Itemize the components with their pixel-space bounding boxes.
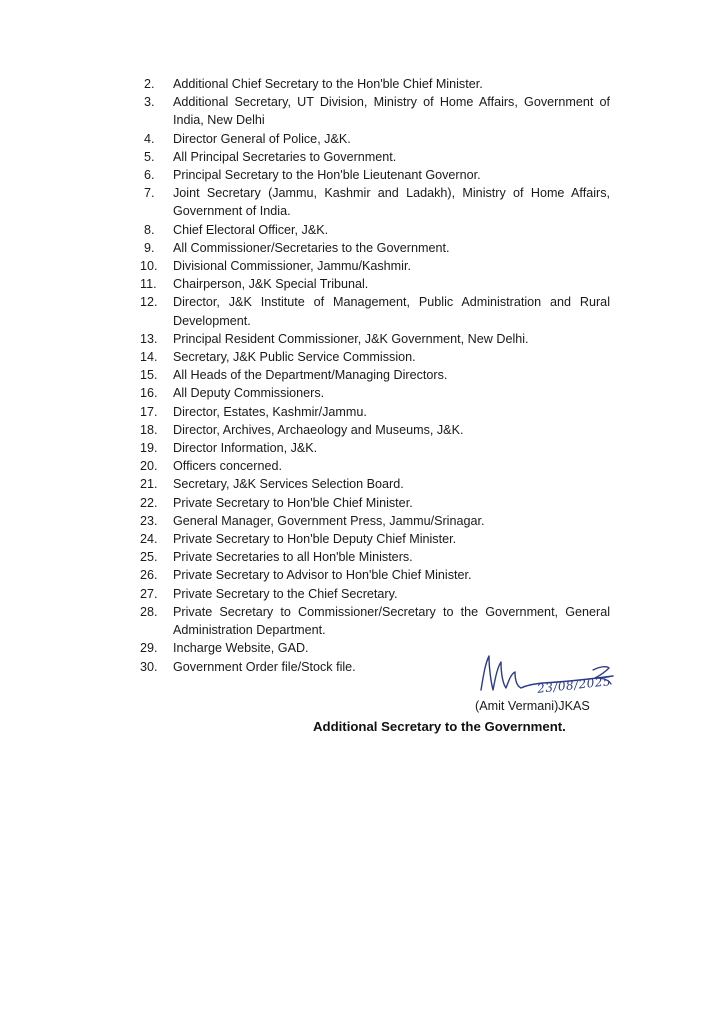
list-item-number: 29. [140, 641, 158, 656]
list-item-number: 6. [144, 168, 155, 183]
list-item [140, 566, 610, 584]
list-item-text: Government Order file/Stock file. [173, 659, 356, 674]
list-item [140, 421, 610, 439]
list-item [140, 512, 610, 530]
list-item-number: 15. [140, 368, 158, 383]
list-item [140, 148, 610, 166]
list-item [140, 221, 610, 239]
list-item-number: 23. [140, 513, 158, 528]
list-item-number: 19. [140, 441, 158, 456]
list-item-text: Director Information, J&K. [173, 441, 318, 456]
list-item-text: Private Secretary to Advisor to Hon'ble Chief Minister. [173, 568, 472, 583]
distribution-list [140, 75, 610, 676]
list-item [140, 548, 610, 566]
signer-designation: Additional Secretary to the Government. [313, 719, 566, 734]
list-item-text: Joint Secretary (Jammu, Kashmir and Ladakh), Ministry of Home Affairs, Government of India. [173, 186, 610, 219]
list-item-text: Incharge Website, GAD. [173, 641, 309, 656]
list-item-number: 21. [140, 477, 158, 492]
list-item-number: 4. [144, 131, 155, 146]
list-item [140, 457, 610, 475]
list-item-text: Additional Secretary, UT Division, Ministry of Home Affairs, Government of India, New Delhi [173, 95, 610, 128]
list-item [140, 603, 610, 639]
list-item-text: Divisional Commissioner, Jammu/Kashmir. [173, 259, 411, 274]
list-item [140, 184, 610, 220]
list-item-text: All Principal Secretaries to Government. [173, 149, 397, 164]
list-item [140, 530, 610, 548]
list-item-text: Private Secretary to the Chief Secretary. [173, 586, 398, 601]
list-item-text: Chairperson, J&K Special Tribunal. [173, 277, 369, 292]
list-item-text: All Heads of the Department/Managing Directors. [173, 368, 448, 383]
list-item-number: 30. [140, 659, 158, 674]
list-item-text: Secretary, J&K Public Service Commission. [173, 350, 416, 365]
list-item-number: 25. [140, 550, 158, 565]
list-item [140, 275, 610, 293]
list-item-number: 26. [140, 568, 158, 583]
list-item [140, 494, 610, 512]
list-item-number: 24. [140, 532, 158, 547]
list-item-text: Principal Resident Commissioner, J&K Government, New Delhi. [173, 331, 529, 346]
list-item-text: All Commissioner/Secretaries to the Government. [173, 240, 450, 255]
list-item-number: 11. [140, 277, 157, 292]
list-item-text: Officers concerned. [173, 459, 282, 474]
list-item-number: 22. [140, 495, 158, 510]
list-item [140, 257, 610, 275]
list-item-number: 10. [140, 259, 158, 274]
list-item [140, 403, 610, 421]
list-item-text: Director General of Police, J&K. [173, 131, 351, 146]
list-item-number: 2. [144, 77, 155, 91]
list-item-number: 20. [140, 459, 158, 474]
list-item-number: 18. [140, 422, 158, 437]
list-item [140, 293, 610, 329]
list-item-text: Private Secretary to Hon'ble Deputy Chief Minister. [173, 532, 457, 547]
list-item-text: All Deputy Commissioners. [173, 386, 325, 401]
list-item-number: 28. [140, 604, 158, 619]
list-item-number: 13. [140, 331, 158, 346]
list-item-text: Additional Chief Secretary to the Hon'ble Chief Minister. [173, 77, 483, 91]
list-item [140, 130, 610, 148]
list-item-number: 16. [140, 386, 158, 401]
list-item-text: Private Secretary to Commissioner/Secretary to the Government, General Administration Department. [173, 604, 610, 638]
list-item-number: 17. [140, 404, 158, 419]
list-item [140, 93, 610, 129]
list-item-number: 27. [140, 586, 158, 601]
list-item-text: Secretary, J&K Services Selection Board. [173, 477, 404, 492]
list-item [140, 75, 610, 93]
list-item-text: Director, J&K Institute of Management, Public Administration and Rural Development. [173, 295, 610, 328]
list-item-number: 12. [140, 295, 158, 310]
list-item-number: 8. [144, 222, 155, 237]
list-item-text: General Manager, Government Press, Jammu/Srinagar. [173, 513, 485, 528]
list-item [140, 475, 610, 493]
list-item-text: Director, Estates, Kashmir/Jammu. [173, 404, 367, 419]
list-item [140, 166, 610, 184]
list-item [140, 366, 610, 384]
list-item-number: 14. [140, 350, 158, 365]
list-item [140, 439, 610, 457]
list-item [140, 384, 610, 402]
list-item-number: 9. [144, 240, 155, 255]
list-item-text: Private Secretaries to all Hon'ble Ministers. [173, 550, 413, 565]
list-item-text: Private Secretary to Hon'ble Chief Minister. [173, 495, 413, 510]
list-item-text: Chief Electoral Officer, J&K. [173, 222, 329, 237]
list-item-number: 3. [144, 95, 155, 110]
list-item [140, 330, 610, 348]
list-item-text: Principal Secretary to the Hon'ble Lieutenant Governor. [173, 168, 481, 183]
list-item [140, 585, 610, 603]
list-item [140, 239, 610, 257]
list-item-number: 7. [144, 186, 155, 201]
signature-date: 23/08/2025 [536, 674, 612, 696]
list-item-number: 5. [144, 149, 155, 164]
list-item [140, 348, 610, 366]
list-item-text: Director, Archives, Archaeology and Museums, J&K. [173, 422, 464, 437]
signer-name: (Amit Vermani)JKAS [475, 699, 590, 713]
